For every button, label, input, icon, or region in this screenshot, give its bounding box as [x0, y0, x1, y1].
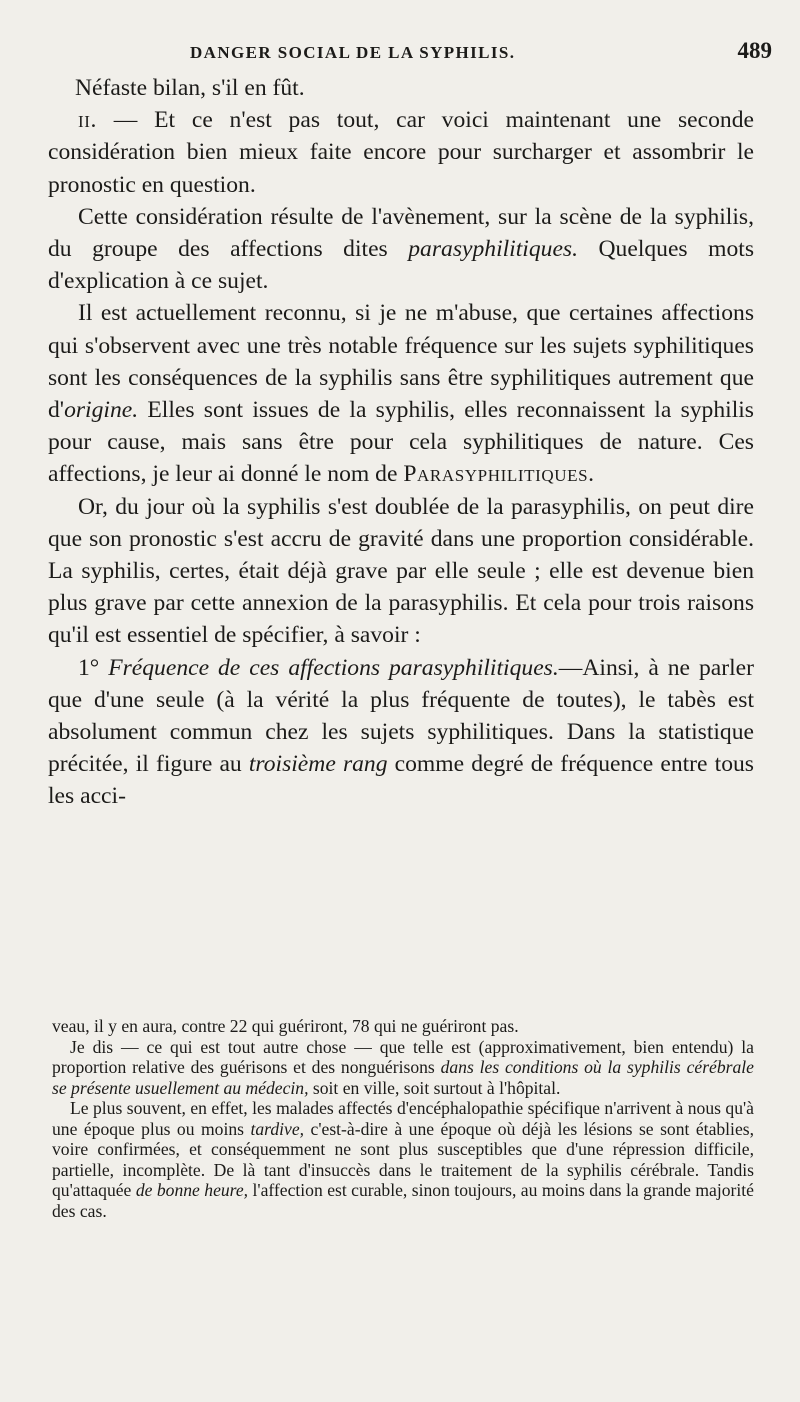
- running-title: DANGER SOCIAL DE LA SYPHILIS.: [190, 43, 516, 62]
- footnote-paragraph-2: Je dis — ce qui est tout autre chose — que telle est (approximativement, bien entendu) la proportion relative des guérisons et des nonguérisons dans les conditions où la syphilis cérébrale se présente usuellement au médecin, soit en ville, soit surtout à l'hôpital.: [52, 1036, 754, 1098]
- subsection-heading: Fréquence de ces affections parasyphilitiques.: [108, 654, 559, 681]
- paragraph-5: Or, du jour où la syphilis s'est doublée de la parasyphilis, on peut dire que son pronostic s'est accru de gravité dans une proportion considérable. La syphilis, certes, était déjà grave par elle seule ; elle est devenue bien plus grave par cette annexion de la parasyphilis. Et cela pour trois raisons qu'il est essentiel de spécifier, à savoir :: [48, 493, 754, 649]
- paragraph-2: ii. — Et ce n'est pas tout, car voici maintenant une seconde considération bien mieux faite encore pour surcharger et assombrir le pronostic en question.: [48, 107, 754, 198]
- paragraph-6: 1° Fréquence de ces affections parasyphilitiques.—Ainsi, à ne parler que d'une seule (à la vérité la plus fréquente de toutes), le tabès est absolument commun chez les sujets syphilitiques. Dans la statistique précitée, il figure au troisième rang comme degré de fréquence entre tous les acci-: [48, 654, 754, 810]
- page-header: [190, 38, 772, 64]
- paragraph-1: Néfaste bilan, s'il en fût.: [75, 75, 305, 101]
- term-smallcaps: Parasyphilitiques.: [403, 461, 595, 488]
- paragraph-4: Il est actuellement reconnu, si je ne m'abuse, que certaines affections qui s'observent avec une très notable fréquence sur les sujets syphilitiques sont les conséquences de la syphilis sans être syphilitiques autrement que d'origine. Elles sont issues de la syphilis, elles reconnaissent la syphilis pour cause, mais sans être pour cela syphilitiques de nature. Ces affections, je leur ai donné le nom de Parasyphilitiques.: [48, 300, 754, 488]
- footnote-paragraph-3: Le plus souvent, en effet, les malades affectés d'encéphalopathie spécifique n'arrivent à nous qu'à une époque plus ou moins tardive, c'est-à-dire à une époque où déjà les lésions se sont établies, voire confirmées, et conséquemment ne sont plus susceptibles que d'une répression difficile, partielle, incomplète. De là tant d'insuccès dans le traitement de la syphilis cérébrale. Tandis qu'attaquée de bonne heure, l'affection est curable, sinon toujours, au moins dans la grande majorité des cas.: [52, 1098, 755, 1221]
- section-numeral: ii.: [78, 107, 98, 134]
- term-parasyphilitiques: parasyphilitiques.: [408, 236, 578, 263]
- footnote-continuation: veau, il y en aura, contre 22 qui guériront, 78 qui ne guériront pas.: [52, 1016, 519, 1036]
- paragraph-3: Cette considération résulte de l'avènement, sur la scène de la syphilis, du groupe des affections dites parasyphilitiques. Quelques mots d'explication à ce sujet.: [48, 203, 755, 295]
- page-number: 489: [737, 38, 772, 63]
- footnotes: [52, 1016, 754, 1221]
- main-text: [48, 72, 754, 813]
